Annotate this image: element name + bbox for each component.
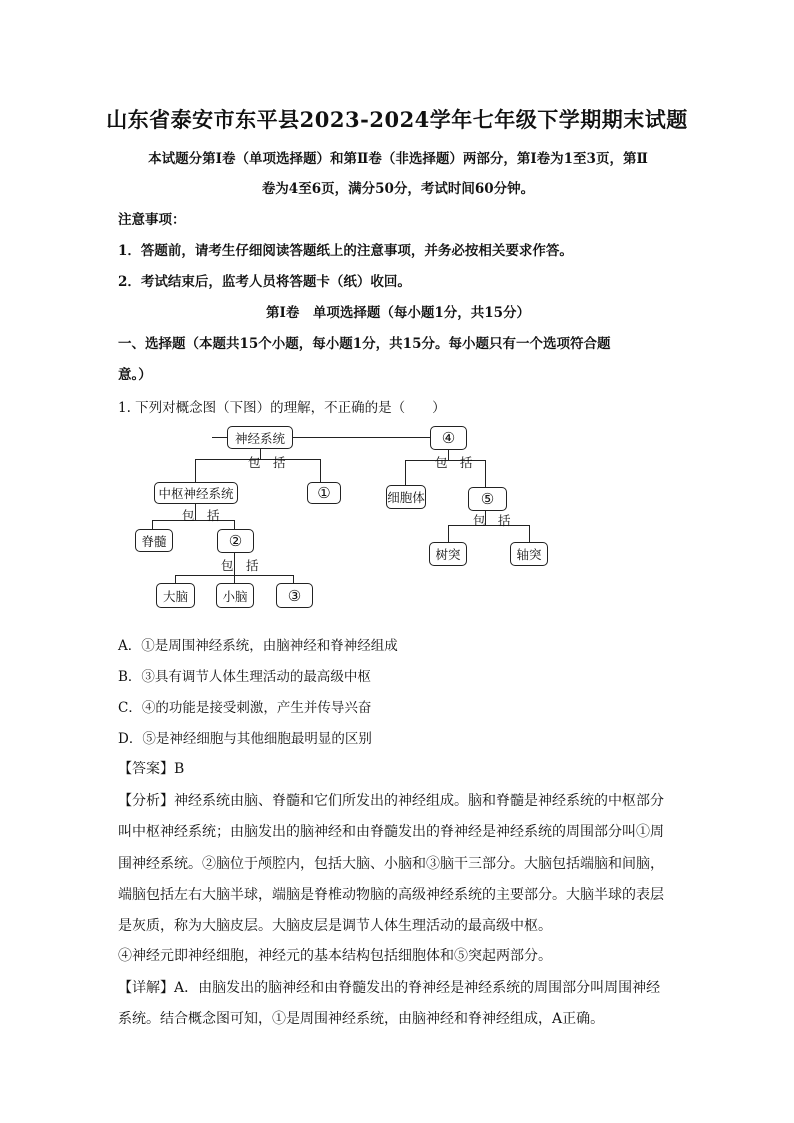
analysis-line-5: 是灰质，称为大脑皮层。大脑皮层是调节人体生理活动的最高级中枢。 xyxy=(118,918,552,934)
box-spinal-cord: 脊髓 xyxy=(135,529,173,552)
connector-line xyxy=(529,525,530,542)
option-a: A．①是周围神经系统，由脑神经和脊神经组成 xyxy=(118,638,398,654)
answer: 【答案】B xyxy=(118,761,185,777)
box-cerebellum: 小脑 xyxy=(216,583,254,608)
section-title: 第Ⅰ卷 单项选择题（每小题1分，共15分） xyxy=(266,305,530,321)
detail-line-1: 【详解】A．由脑发出的脑神经和由脊髓发出的脊神经是神经系统的周围部分叫周围神经 xyxy=(118,980,661,996)
connector-line xyxy=(234,520,235,529)
box-circle-5: ⑤ xyxy=(468,487,507,511)
box-nervous-system: 神经系统 xyxy=(227,426,293,449)
connector-line xyxy=(152,520,153,529)
intro-line-2: 卷为4至6页，满分50分，考试时间60分钟。 xyxy=(261,181,535,197)
include-label: 包 括 xyxy=(248,455,286,470)
notice-item-1: 1．答题前，请考生仔细阅读答题纸上的注意事项，并务必按相关要求作答。 xyxy=(118,243,573,259)
connector-line xyxy=(485,460,486,487)
detail-line-2: 系统。结合概念图可知，①是周围神经系统，由脑神经和脊神经组成，A正确。 xyxy=(118,1011,605,1027)
box-central-nervous-system: 中枢神经系统 xyxy=(154,482,238,504)
box-circle-3: ③ xyxy=(276,583,313,608)
analysis-line-3: 围神经系统。②脑位于颅腔内，包括大脑、小脑和③脑干三部分。大脑包括端脑和间脑， xyxy=(118,856,664,872)
connector-line xyxy=(293,575,294,583)
box-cerebrum: 大脑 xyxy=(156,583,195,608)
include-label: 包 括 xyxy=(221,558,259,573)
option-d: D．⑤是神经细胞与其他细胞最明显的区别 xyxy=(118,731,372,747)
analysis-line-6: ④神经元即神经细胞，神经元的基本结构包括细胞体和⑤突起两部分。 xyxy=(118,948,552,964)
part-heading-line-2: 意。） xyxy=(118,367,152,383)
analysis-line-1: 【分析】神经系统由脑、脊髓和它们所发出的神经组成。脑和脊髓是神经系统的中枢部分 xyxy=(118,793,664,809)
exam-title: 山东省泰安市东平县2023-2024学年七年级下学期期末试题 xyxy=(106,107,688,132)
notice-item-2: 2．考试结束后，监考人员将答题卡（纸）收回。 xyxy=(118,274,411,290)
connector-line xyxy=(234,575,235,583)
include-label: 包 括 xyxy=(473,513,511,528)
option-b: B．③具有调节人体生理活动的最高级中枢 xyxy=(118,669,371,685)
intro-line-1: 本试题分第Ⅰ卷（单项选择题）和第Ⅱ卷（非选择题）两部分，第Ⅰ卷为1至3页，第Ⅱ xyxy=(148,151,648,167)
concept-diagram xyxy=(130,420,570,620)
box-dendrite: 树突 xyxy=(429,542,467,566)
box-circle-1: ① xyxy=(307,482,341,504)
box-circle-2: ② xyxy=(217,529,254,553)
analysis-line-4: 端脑包括左右大脑半球，端脑是脊椎动物脑的高级神经系统的主要部分。大脑半球的表层 xyxy=(118,887,664,903)
notice-heading: 注意事项： xyxy=(118,212,186,228)
box-axon: 轴突 xyxy=(510,542,548,566)
analysis-line-2: 叫中枢神经系统；由脑发出的脑神经和由脊髓发出的脊神经是神经系统的周围部分叫①周 xyxy=(118,824,664,840)
box-cell-body: 细胞体 xyxy=(386,485,426,509)
connector-line xyxy=(195,459,196,482)
part-heading-line-1: 一、选择题（本题共15个小题，每小题1分，共15分。每小题只有一个选项符合题 xyxy=(118,336,611,352)
box-circle-4: ④ xyxy=(430,426,467,450)
include-label: 包 括 xyxy=(435,455,473,470)
connector-line xyxy=(405,460,406,485)
connector-line xyxy=(320,459,321,482)
include-label: 包 括 xyxy=(182,508,220,523)
question-stem: 1. 下列对概念图（下图）的理解，不正确的是（ ） xyxy=(118,400,446,416)
option-c: C．④的功能是接受刺激，产生并传导兴奋 xyxy=(118,700,372,716)
connector-line xyxy=(448,525,449,542)
connector-line xyxy=(175,575,176,583)
